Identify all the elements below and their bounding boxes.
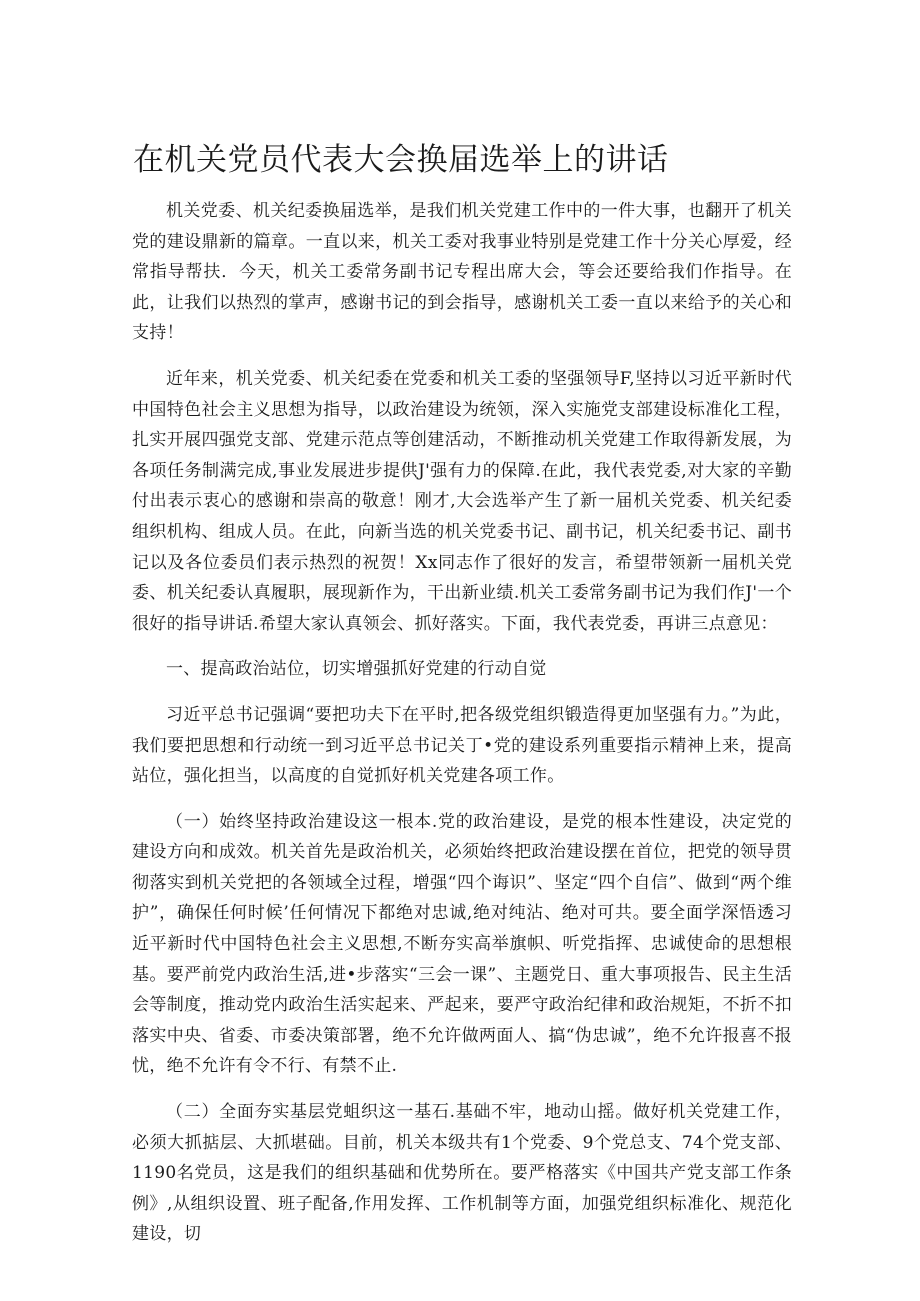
paragraph-intro: 机关党委、机关纪委换届选举，是我们机关党建工作中的一件大事，也翻开了机关党的建设鼎新的篇章。一直以来，机关工委对我事业特别是党建工作十分关心厚爱，经常指导帮扶．今天，机关工委常务副书记专程出席大会，等会还要给我们作指导。在此，让我们以热烈的掌声，感谢书记的到会指导，感谢机关工委一直以来给予的关心和支持！	[132, 201, 792, 344]
document-title: 在机关党员代表大会换届选举上的讲话	[133, 142, 669, 178]
paragraph-point-2: （二）全面夯实基层党蛆织这一基石.基础不牢，地动山摇。做好机关党建工作，必须大抓掂层、大抓堪础。目前，机关本级共有1个党委、9个党总支、74个党支部、1190名党员，这是我们的组织基础和优势所在。要严格落实《中国共产党支部工作条例》,从组织设置、班子配备,作用发挥、工作机制等方面，加强党组织标准化、规范化建设，切	[132, 1102, 792, 1245]
document-body	[132, 196, 792, 1265]
paragraph-achievements: 近年来，机关党委、机关纪委在党委和机关工委的坚强领导F,坚持以习近平新时代中国特色社会主义思想为指导，以政治建设为统领，深入实施党支部建设标准化工程，扎实开展四强党支部、党建示范点等创建活动，不断推动机关党建工作取得新发展，为各项任务制满完成,事业发展进步提供J'强有力的保障.在此，我代表党委,对大家的辛勤付出表示衷心的感谢和崇高的敬意！刚才,大会选举产生了新一届机关党委、机关纪委组织机构、组成人员。在此，向新当选的机关党委书记、副书记，机关纪委书记、副书记以及各位委员们表示热烈的祝贺！Xx同志作了很好的发言，希望带领新一届机关党委、机关纪委认真履职，展现新作为，干出新业绩.机关工委常务副书记为我们作J'一个很好的指导讲话.希望大家认真领会、抓好落实。下面，我代表党委，再讲三点意见：	[132, 368, 792, 634]
paragraph-quote: 习近平总书记强调“要把功夫下在平时,把各级党组织锻造得更加坚强有力。”为此，我们要把思想和行动统一到习近平总书记关丁•党的建设系列重要指示精神上来，提高站位，强化担当，以高度的自觉抓好机关党建各项工作。	[132, 704, 792, 787]
section-heading-1: 一、提高政治站位，切实增强抓好党建的行动自觉	[166, 659, 547, 680]
paragraph-point-1: （一）始终坚持政治建设这一根本.党的政治建设，是党的根本性建设，决定党的建设方向和成效。机关首先是政治机关，必须始终把政治建设摆在首位，把党的领导贯彻落实到机关党把的各领域全过程，增强“四个诲识”、坚定“四个自信”、做到“两个维护”，确保任何时候’任何情况下都绝对忠诚,绝对纯沾、绝对可共。要全面学深悟透习近平新时代中国特色社会主义思想,不断夯实高举旗帜、听党指挥、忠诚使命的思想根基。要严前党内政治生活,进•步落实“三会一课”、主题党日、重大事项报告、民主生活会等制度，推动党内政治生活实起来、严起来，要严守政治纪律和政治规矩，不折不扣落实中央、省委、市委决策部署，绝不允许做两面人、搞“伪忠诚”，绝不允许报喜不报忧，绝不允许有令不行、有禁不止.	[132, 811, 792, 1077]
